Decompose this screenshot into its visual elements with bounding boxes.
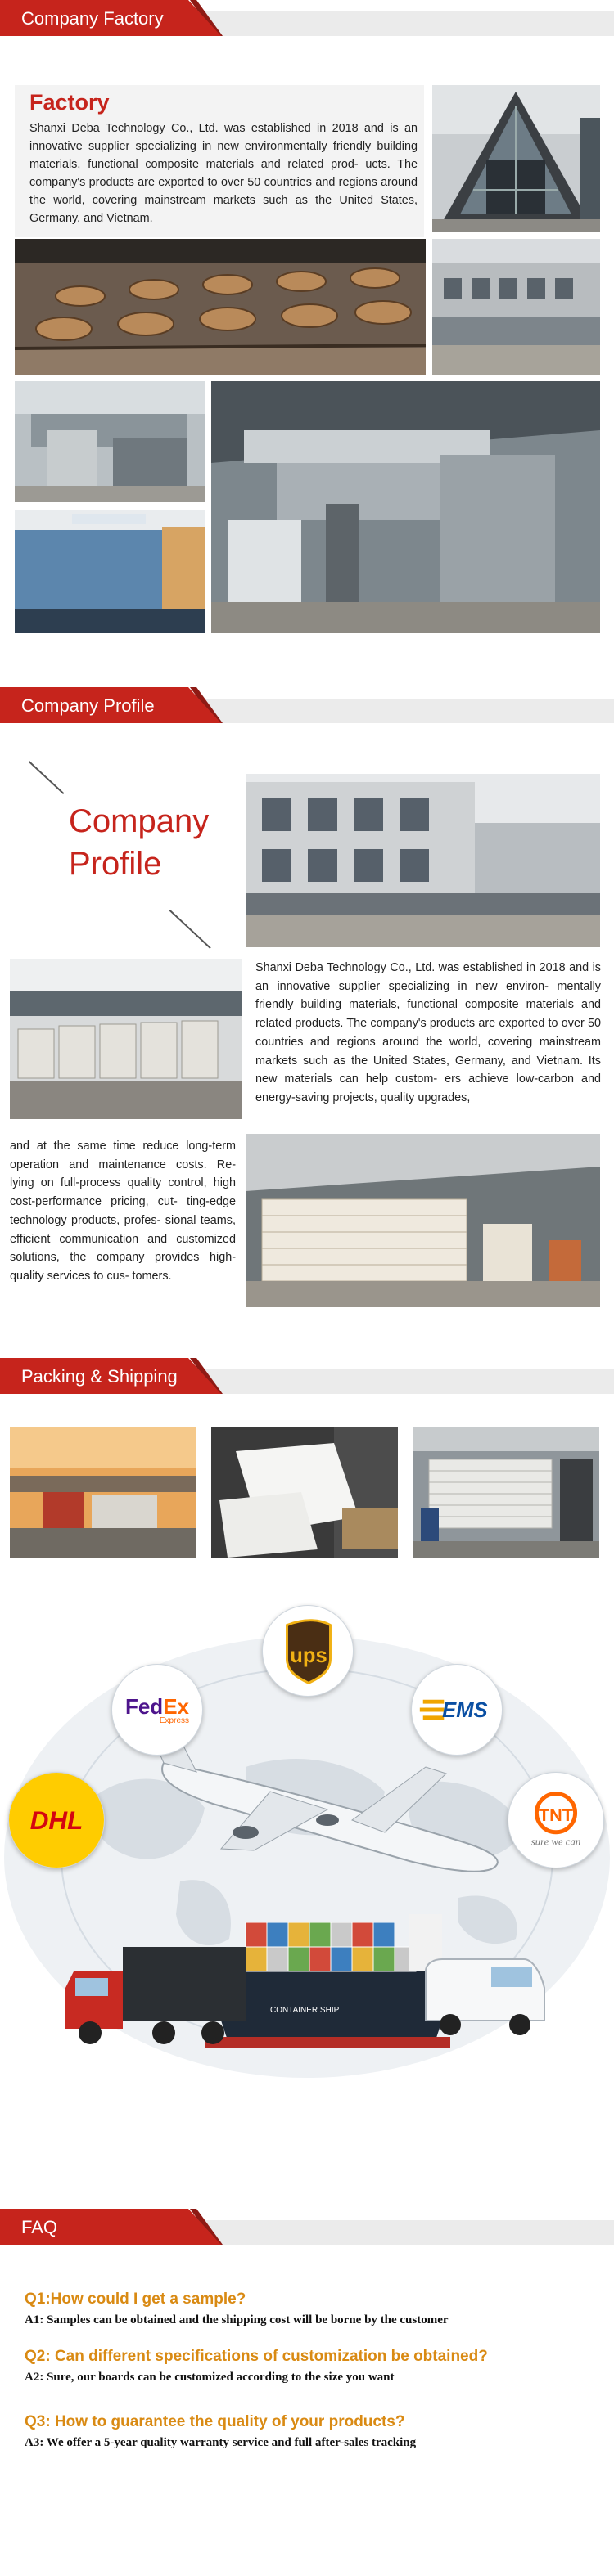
profile-description-part1: Shanxi Deba Technology Co., Ltd. was established in 2018 and is an innovative supplier specializing in new environ- mentally friendly building materials, functional composite materials and related products. The company's products are exported to over 50 countries and regions around the world, covering mainstream markets such as the United States, Germany, and Vietnam. Its new materials can help custom- ers achieve low-carbon and energy-saving projects, quality upgrades,	[255, 961, 601, 1104]
profile-photo-building	[246, 774, 600, 947]
profile-heading	[69, 800, 209, 885]
svg-text:EMS: EMS	[442, 1698, 488, 1722]
section-title-packing-shipping: Packing & Shipping	[21, 1366, 178, 1387]
svg-text:TNT: TNT	[538, 1804, 574, 1825]
factory-title: Factory	[29, 90, 110, 115]
faq-answer-2: A2: Sure, our boards can be customized according to the size you want	[25, 2371, 395, 2384]
tnt-logo-icon	[508, 1772, 604, 1868]
factory-photo-exterior	[432, 239, 600, 375]
profile-heading-line2: Profile	[69, 846, 162, 882]
section-title-company-profile: Company Profile	[21, 695, 155, 716]
factory-description: Shanxi Deba Technology Co., Ltd. was established in 2018 and is an innovative supplier specializing in new environmentally friendly building materials, functional composite materials and related prod- ucts. The company's products are exported to over 50 countries and regions around the world, covering mainstream markets such as the United States, Germany, and Vietnam.	[29, 122, 418, 225]
svg-text:ups: ups	[290, 1643, 327, 1667]
ems-logo-icon	[411, 1664, 503, 1756]
profile-heading-line1: Company	[69, 803, 210, 839]
packing-shipping-banner	[0, 1358, 614, 1394]
faq-answer-1: A1: Samples can be obtained and the shipping cost will be borne by the customer	[25, 2313, 449, 2326]
shipping-photo-forklift	[413, 1427, 599, 1558]
fedex-logo-icon: FedEx Express	[111, 1664, 203, 1756]
profile-photo-warehouse-boards	[246, 1134, 600, 1307]
faq-question-3: Q3: How to guarantee the quality of your products?	[25, 2413, 405, 2430]
dhl-logo-icon	[8, 1772, 105, 1868]
profile-description-part2: and at the same time reduce long-term operation and maintenance costs. Re- lying on full-process quality control, high cost-performance pricing, cut- ting-edge technology products, profes- sional teams, efficient communication and customized solutions, the company provides high-quality services to cus- tomers.	[10, 1140, 236, 1283]
svg-text:DHL: DHL	[29, 1805, 84, 1835]
factory-photo-interior-machinery	[15, 381, 205, 502]
profile-photo-stacked-boards	[10, 959, 242, 1119]
svg-text:sure we can: sure we can	[530, 1836, 581, 1848]
faq-question-1: Q1:How could I get a sample?	[25, 2291, 246, 2308]
ship-hull-label: CONTAINER SHIP	[270, 2006, 340, 2015]
factory-photo-production-line	[15, 239, 426, 375]
faq-banner	[0, 2209, 614, 2245]
profile-decorative-line-bottom	[169, 910, 211, 949]
factory-photo-warehouse	[15, 510, 205, 633]
factory-photo-big-machine	[211, 381, 600, 633]
section-title-faq: FAQ	[21, 2217, 58, 2237]
company-factory-banner	[0, 0, 614, 36]
faq-answer-3: A3: We offer a 5-year quality warranty service and full after-sales tracking	[25, 2436, 417, 2449]
shipping-photo-trucks	[10, 1427, 196, 1558]
section-title-company-factory: Company Factory	[21, 8, 164, 29]
ups-logo-icon	[262, 1605, 354, 1697]
shipping-photo-pallet-boards	[211, 1427, 398, 1558]
company-profile-banner	[0, 687, 614, 723]
factory-photo-aframe-building	[432, 85, 600, 232]
profile-decorative-line-top	[29, 761, 65, 794]
faq-question-2: Q2: Can different specifications of customization be obtained?	[25, 2348, 488, 2365]
